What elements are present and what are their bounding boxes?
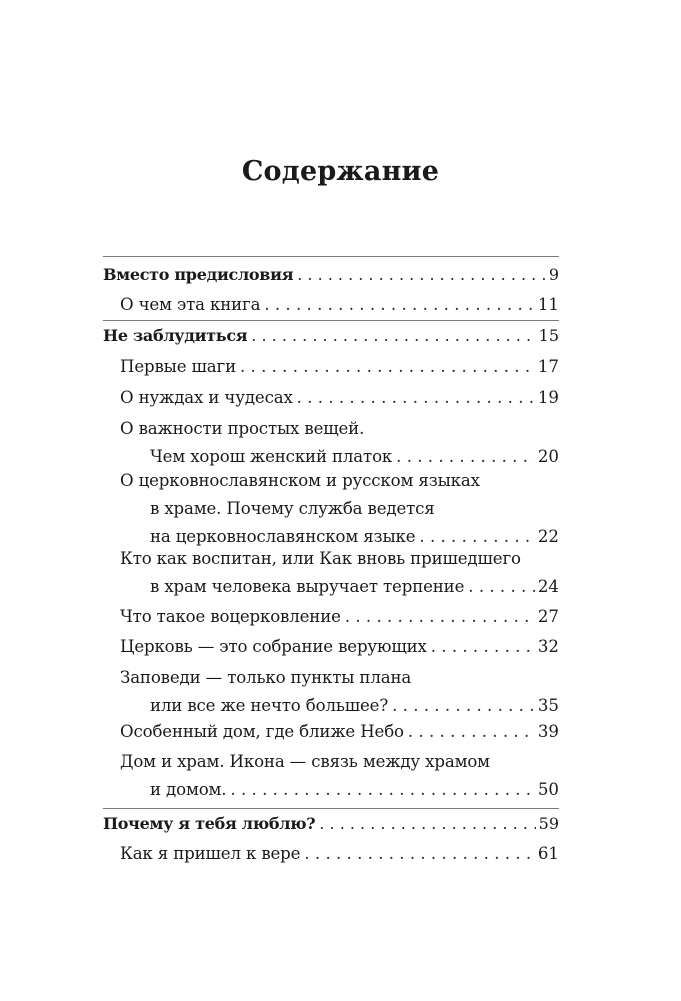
toc-page-number: 27 xyxy=(537,607,559,626)
toc-entry-title-continued: на церковнославянском языке xyxy=(150,527,416,546)
toc-page-number: 11 xyxy=(537,295,559,314)
dot-leader xyxy=(392,692,535,720)
toc-page-number: 59 xyxy=(538,814,559,833)
toc-entry-title: О нуждах и чудесах xyxy=(120,388,293,407)
toc-page-number: 9 xyxy=(548,265,559,284)
toc-entry-title: О церковнославянском и русском языках xyxy=(120,471,480,490)
toc-entry-kto-kak-vospitan[interactable] xyxy=(120,545,559,601)
toc-page-number: 24 xyxy=(537,577,559,596)
toc-entry-title: Вместо предисловия xyxy=(103,265,294,284)
toc-entry-tserkov-eto-sobranie[interactable] xyxy=(120,633,559,661)
divider xyxy=(103,320,559,321)
toc-entry-o-nuzhdakh-i-chudesakh[interactable] xyxy=(120,384,559,412)
toc-entry-title: Особенный дом, где ближе Небо xyxy=(120,722,404,741)
divider xyxy=(103,256,559,257)
toc-entry-title: Как я пришел к вере xyxy=(120,844,301,863)
toc-entry-title: Заповеди — только пункты плана xyxy=(120,668,412,687)
toc-entry-osobennyy-dom[interactable] xyxy=(120,718,559,746)
toc-entry-o-vazhnosti-prostykh-veshchey[interactable] xyxy=(120,415,559,471)
dot-leader xyxy=(319,810,535,838)
toc-section-vmesto-predisloviya[interactable] xyxy=(103,261,559,289)
dot-leader xyxy=(431,633,535,661)
toc-entry-chto-takoe-votserkovlenie[interactable] xyxy=(120,603,559,631)
toc-entry-zapovedi[interactable] xyxy=(120,664,559,720)
toc-section-ne-zabluditsya[interactable] xyxy=(103,322,559,350)
toc-page-number: 15 xyxy=(538,326,559,345)
toc-entry-title: Кто как воспитан, или Как вновь пришедшего xyxy=(120,549,521,568)
toc-entry-title-continued: или все же нечто большее? xyxy=(150,696,389,715)
dot-leader xyxy=(297,384,535,412)
toc-entry-title-continued: в храм человека выручает терпение xyxy=(150,577,465,596)
divider xyxy=(103,808,559,809)
toc-section-pochemu-ya-tebya-lyublyu[interactable] xyxy=(103,810,559,838)
toc-entry-title-continued: в храме. Почему служба ведется xyxy=(150,499,435,518)
page-title: Содержание xyxy=(241,156,440,187)
toc-entry-dom-i-khram[interactable] xyxy=(120,748,559,804)
toc-page-number: 50 xyxy=(537,780,559,799)
toc-page-number: 35 xyxy=(537,696,559,715)
toc-entry-title-continued: и домом. xyxy=(150,780,227,799)
toc-page-number: 32 xyxy=(537,637,559,656)
toc-entry-title: Дом и храм. Икона — связь между храмом xyxy=(120,752,490,771)
toc-page-number: 39 xyxy=(537,722,559,741)
toc-entry-kak-ya-prishel-k-vere[interactable] xyxy=(120,840,559,868)
toc-entry-title: Церковь — это собрание верующих xyxy=(120,637,427,656)
toc-page-number: 22 xyxy=(537,527,559,546)
dot-leader xyxy=(345,603,535,631)
dot-leader xyxy=(304,840,535,868)
dot-leader xyxy=(264,291,535,319)
toc-entry-title: О важности простых вещей. xyxy=(120,419,365,438)
dot-leader xyxy=(297,261,546,289)
toc-page-number: 19 xyxy=(537,388,559,407)
toc-entry-title: О чем эта книга xyxy=(120,295,261,314)
toc-page-number: 61 xyxy=(537,844,559,863)
toc-entry-title: Что такое воцерковление xyxy=(120,607,341,626)
dot-leader xyxy=(251,322,535,350)
toc-entry-title-continued: Чем хорош женский платок xyxy=(150,447,393,466)
toc-entry-title: Почему я тебя люблю? xyxy=(103,814,316,833)
toc-page-number: 20 xyxy=(537,447,559,466)
dot-leader xyxy=(240,353,535,381)
toc-page-number: 17 xyxy=(537,357,559,376)
dot-leader xyxy=(468,573,535,601)
toc-entry-title: Первые шаги xyxy=(120,357,236,376)
toc-entry-pervye-shagi[interactable] xyxy=(120,353,559,381)
toc-entry-o-chem-eta-kniga[interactable] xyxy=(120,291,559,319)
dot-leader xyxy=(230,776,534,804)
toc-entry-o-tserkovnoslavyanskom[interactable] xyxy=(120,467,559,551)
dot-leader xyxy=(408,718,535,746)
toc-entry-title: Не заблудиться xyxy=(103,326,248,345)
